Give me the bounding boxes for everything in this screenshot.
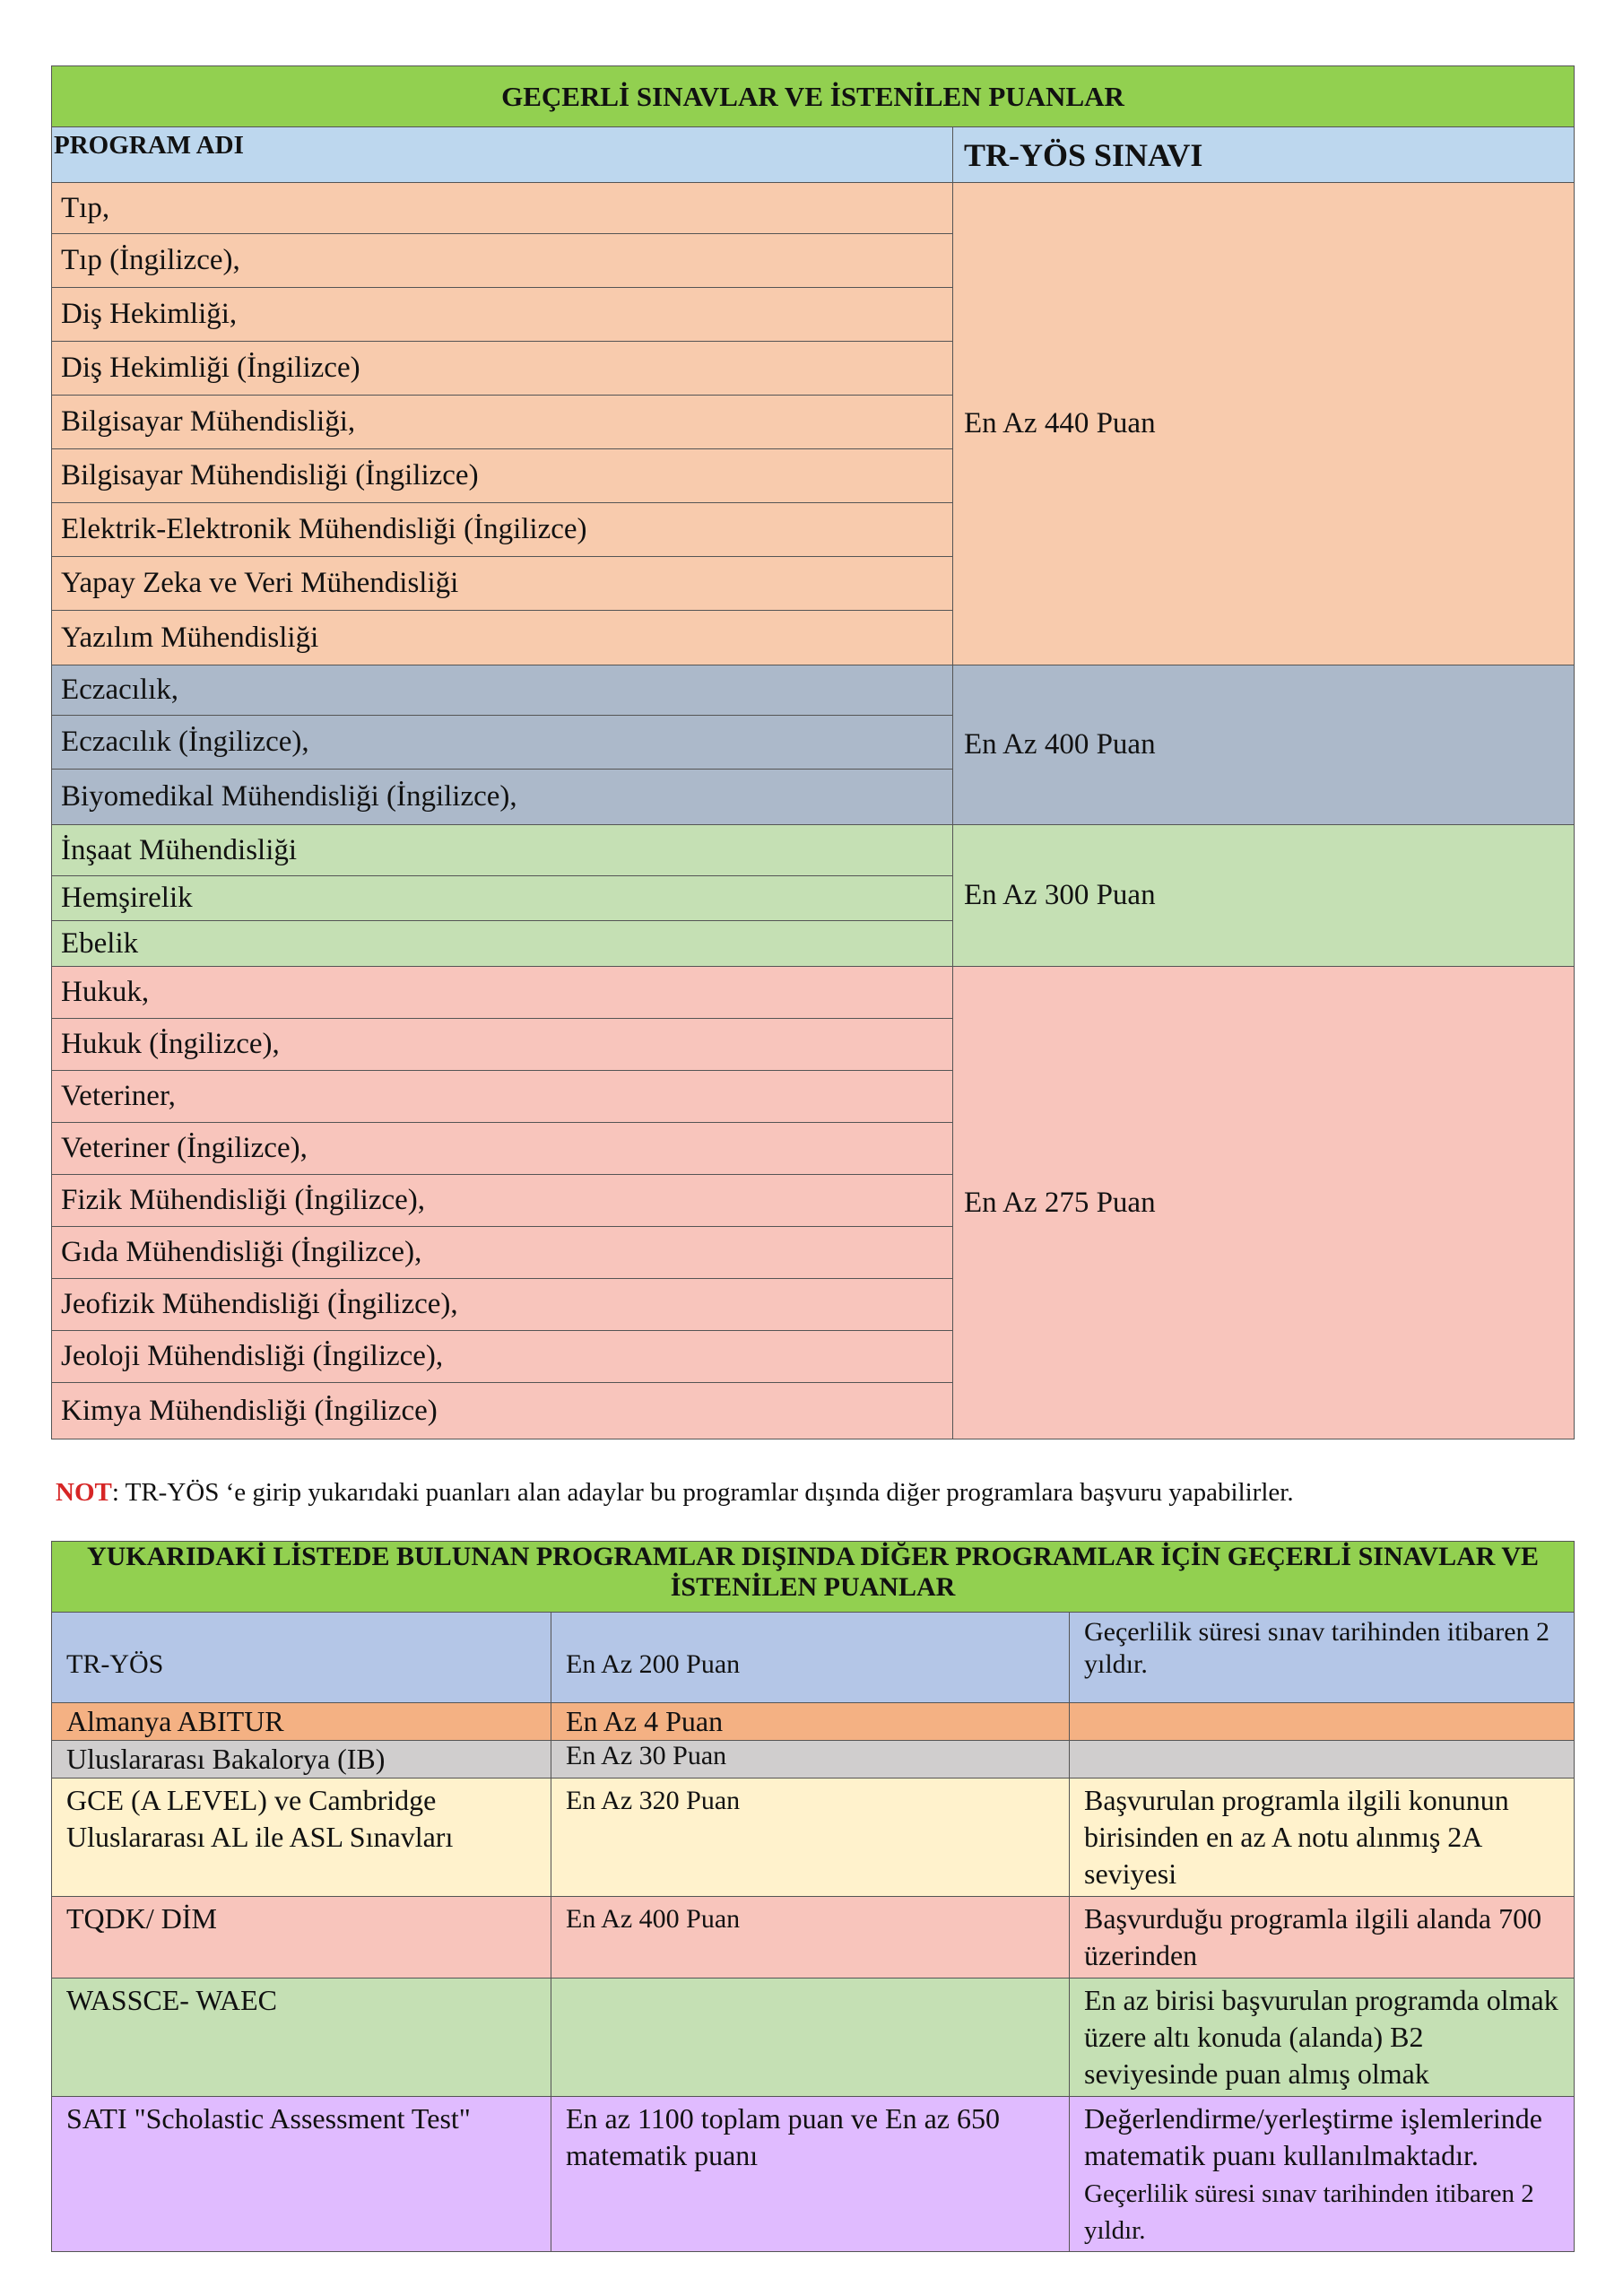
program-name: Yapay Zeka ve Veri Mühendisliği — [52, 557, 953, 611]
note-body: : TR-YÖS ‘e girip yukarıdaki puanları alan adaylar bu programlar dışında diğer programlara başvuru yapabilirler. — [111, 1478, 1294, 1507]
exam-name: TQDK/ DİM — [52, 1897, 551, 1979]
program-name: Ebelik — [52, 921, 953, 967]
program-name: Biyomedikal Mühendisliği (İngilizce), — [52, 770, 953, 825]
tr-yos-exam-header: TR-YÖS SINAVI — [953, 127, 1575, 183]
required-score: En Az 4 Puan — [551, 1703, 1070, 1741]
table-title: GEÇERLİ SINAVLAR VE İSTENİLEN PUANLAR — [52, 66, 1575, 127]
program-name: Gıda Mühendisliği (İngilizce), — [52, 1227, 953, 1279]
program-name: Kimya Mühendisliği (İngilizce) — [52, 1383, 953, 1439]
table-row — [52, 1897, 1575, 1979]
table-row — [52, 1979, 1575, 2097]
program-name: Diş Hekimliği, — [52, 288, 953, 342]
program-name: İnşaat Mühendisliği — [52, 825, 953, 876]
exam-note: Geçerlilik süresi sınav tarihinden itibaren 2 yıldır. — [1070, 1613, 1575, 1703]
table-title: YUKARIDAKİ LİSTEDE BULUNAN PROGRAMLAR DIŞINDA DİĞER PROGRAMLAR İÇİN GEÇERLİ SINAVLAR VE İSTENİLEN PUANLAR — [52, 1542, 1575, 1613]
program-name: Yazılım Mühendisliği — [52, 611, 953, 665]
program-name: Tıp, — [52, 183, 953, 234]
required-score: En Az 400 Puan — [953, 665, 1575, 825]
program-name: Hukuk, — [52, 967, 953, 1019]
program-name: Hukuk (İngilizce), — [52, 1019, 953, 1071]
table-row — [52, 2097, 1575, 2252]
table-row — [52, 1779, 1575, 1897]
program-name: Jeoloji Mühendisliği (İngilizce), — [52, 1331, 953, 1383]
program-name: Tıp (İngilizce), — [52, 234, 953, 288]
program-name: Eczacılık (İngilizce), — [52, 716, 953, 770]
required-score: En Az 300 Puan — [953, 825, 1575, 967]
required-score: En Az 275 Puan — [953, 967, 1575, 1439]
exam-note: Başvurulan programla ilgili konunun birisinden en az A notu alınmış 2A seviyesi — [1070, 1779, 1575, 1897]
table-row — [52, 183, 1575, 234]
program-name: Bilgisayar Mühendisliği, — [52, 396, 953, 449]
note-label: NOT — [56, 1478, 112, 1507]
required-score: En Az 320 Puan — [551, 1779, 1070, 1897]
exam-note — [1070, 1741, 1575, 1779]
required-score: En az 1100 toplam puan ve En az 650 matematik puanı — [551, 2097, 1070, 2252]
required-score — [551, 1979, 1070, 2097]
exam-name: Uluslararası Bakalorya (IB) — [52, 1741, 551, 1779]
exam-note: Başvurduğu programla ilgili alanda 700 üzerinden — [1070, 1897, 1575, 1979]
required-score: En Az 400 Puan — [551, 1897, 1070, 1979]
other-exams-table — [51, 1541, 1575, 2252]
exam-note — [1070, 2097, 1575, 2252]
program-name: Veteriner (İngilizce), — [52, 1123, 953, 1175]
required-score: En Az 30 Puan — [551, 1741, 1070, 1779]
table-row — [52, 1613, 1575, 1703]
program-name: Diş Hekimliği (İngilizce) — [52, 342, 953, 396]
exam-name: GCE (A LEVEL) ve Cambridge Uluslararası AL ile ASL Sınavları — [52, 1779, 551, 1897]
program-name: Elektrik-Elektronik Mühendisliği (İngilizce) — [52, 503, 953, 557]
exam-name: Almanya ABITUR — [52, 1703, 551, 1741]
program-name-header: PROGRAM ADI — [52, 127, 953, 183]
table-row — [52, 1703, 1575, 1741]
exam-note-main: Değerlendirme/yerleştirme işlemlerinde matematik puanı kullanılmaktadır. — [1084, 2102, 1542, 2171]
note-text — [56, 1478, 1294, 1508]
exam-scores-table — [51, 65, 1575, 1439]
program-name: Bilgisayar Mühendisliği (İngilizce) — [52, 449, 953, 503]
table-row — [52, 825, 1575, 876]
exam-name: SATI "Scholastic Assessment Test" — [52, 2097, 551, 2252]
exam-note — [1070, 1703, 1575, 1741]
program-name: Fizik Mühendisliği (İngilizce), — [52, 1175, 953, 1227]
table-row — [52, 1741, 1575, 1779]
program-name: Jeofizik Mühendisliği (İngilizce), — [52, 1279, 953, 1331]
program-name: Eczacılık, — [52, 665, 953, 716]
exam-name: TR-YÖS — [52, 1613, 551, 1703]
table-row — [52, 665, 1575, 716]
program-name: Hemşirelik — [52, 876, 953, 921]
table-row — [52, 967, 1575, 1019]
required-score: En Az 200 Puan — [551, 1613, 1070, 1703]
exam-note-validity: Geçerlilik süresi sınav tarihinden itibaren 2 yıldır. — [1084, 2179, 1534, 2245]
program-name: Veteriner, — [52, 1071, 953, 1123]
exam-note: En az birisi başvurulan programda olmak üzere altı konuda (alanda) B2 seviyesinde puan almış olmak — [1070, 1979, 1575, 2097]
exam-name: WASSCE- WAEC — [52, 1979, 551, 2097]
required-score: En Az 440 Puan — [953, 183, 1575, 665]
